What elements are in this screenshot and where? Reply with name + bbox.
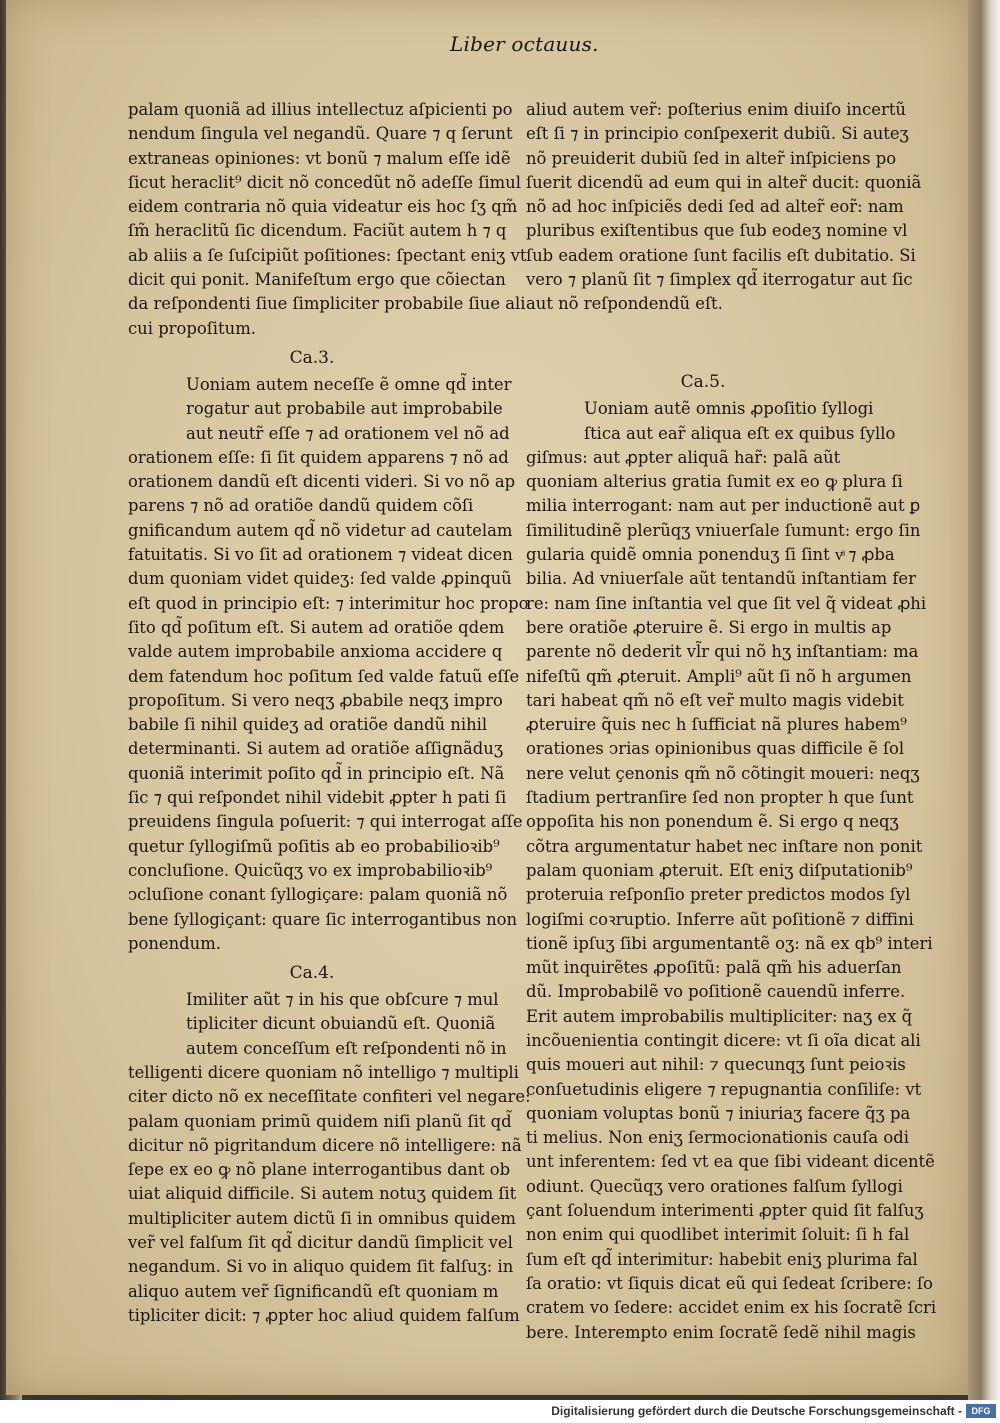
text-line: çant ſoluendum interimenti ꝓpter quid ſit falſuʒ xyxy=(526,1201,924,1221)
text-line: tipliciter dicunt obuiandũ eſt. Quoniã xyxy=(186,1014,496,1034)
text-line: preuidens ſingula poſuerit: ⁊ qui interrogat aſſe xyxy=(128,812,523,832)
text-line: nendum ſingula vel negandũ. Quare ⁊ q ſerunt xyxy=(128,124,513,144)
text-line: aut nõ reſpondendũ eſt. xyxy=(526,294,723,314)
text-line: eſt ſi ⁊ in principio conſpexerit dubiũ. Si auteʒ xyxy=(526,124,909,144)
text-line: quis moueri aut nihil: ⁊ quecunqʒ ſunt peioꝛis xyxy=(526,1055,906,1075)
text-line: rogatur aut probabile aut improbabile xyxy=(186,399,503,419)
chapter-heading: Ca.4. xyxy=(289,963,335,984)
text-line: incõuenientia contingit dicere: vt ſi oĩa dicat ali xyxy=(526,1030,921,1050)
text-line: quoniam alterius gratia ſumit ex eo ꝙ plura ſi xyxy=(526,472,903,492)
text-line: bere. Interempto enim ſocratẽ ſedẽ nihil magis xyxy=(526,1322,916,1342)
text-line: orationem dandũ eſt dicenti videri. Si vo nõ ap xyxy=(128,472,516,492)
text-line: ſub eadem oratione ſunt facilis eſt dubitatio. Si xyxy=(526,245,916,265)
text-line: negandum. Si vo in aliquo quidem ſit falſuʒ: in xyxy=(128,1257,514,1277)
text-line: parens ⁊ nõ ad oratiõe dandũ quidem cõſi xyxy=(128,496,474,516)
text-line: quoniam voluptas bonũ ⁊ iniuriaʒ facere q̃ʒ pa xyxy=(526,1103,911,1123)
text-line: mũt inquirẽtes ꝓpoſitũ: palã qm̃ his aduerſan xyxy=(526,958,902,978)
text-line: multipliciter autem dictũ ſi in omnibus quidem xyxy=(128,1208,516,1228)
text-line: gularia quidẽ omnia ponenduʒ ſi ſint vͣ ⁊ ꝓba xyxy=(526,545,895,565)
text-line: ver̃ vel falſum ſit qd̃ dicitur dandũ ſimplicit vel xyxy=(128,1233,513,1253)
left-text-column xyxy=(128,98,531,1328)
text-line: aut neutr̃ eſſe ⁊ ad orationem vel nõ ad xyxy=(186,423,510,443)
chapter-heading: Ca.5. xyxy=(680,372,726,393)
text-line: giſmus: aut ꝓpter aliquã har̃: palã aũt xyxy=(526,447,841,467)
text-line: parente nõ dederit vl̃r qui nõ hʒ inſtantiam: ma xyxy=(526,642,919,662)
text-line: logiſmi coꝛruptio. Inferre aũt poſitionẽ ⁊ diffini xyxy=(526,909,914,929)
text-line: determinanti. Si autem ad oratiõe aſſignãduʒ xyxy=(128,739,504,759)
text-line: ſtadium pertranſire ſed non propter h que ſunt xyxy=(526,788,914,808)
text-line: dum quoniam videt quideʒ: ſed valde ꝓpinquũ xyxy=(128,569,512,589)
text-line: ſtica aut ear̃ aliqua eſt ex quibus ſyllo xyxy=(584,423,896,443)
text-line: eidem contraria nõ quia videatur eis hoc ſʒ qm̃ xyxy=(128,197,518,217)
text-line: autem conceſſum eſt reſpondenti nõ in xyxy=(186,1038,507,1058)
text-line: ſito qd̃ poſitum eſt. Si autem ad oratiõe qdem xyxy=(128,617,505,637)
text-line: cõtra argumentatur habet nec inſtare non ponit xyxy=(526,836,923,856)
text-line: bilia. Ad vniuerſale aũt tentandũ inſtantiam fer xyxy=(526,569,916,589)
text-line: conſuetudinis eligere ⁊ repugnantia conſiliſe: vt xyxy=(526,1079,922,1099)
text-line: ꝓteruire q̃uis nec h ſufficiat nã plures habem⁹ xyxy=(526,715,907,735)
right-text-column xyxy=(526,98,937,1345)
text-line: ſimilitudinẽ plerũqʒ vniuerſale ſumunt: ergo ſin xyxy=(526,520,921,540)
blank-line xyxy=(526,341,880,365)
text-line: tipliciter dicit: ⁊ ꝓpter hoc aliud quidem falſum xyxy=(128,1305,520,1325)
text-line: Erit autem improbabilis multipliciter: naʒ ex q̃ xyxy=(526,1006,913,1026)
text-line: gnificandum autem qd̃ nõ videtur ad cautelam xyxy=(128,520,513,540)
text-line: citer dicto nõ ex neceſſitate confiteri vel negare: xyxy=(128,1087,531,1107)
text-line: nere velut çenonis qm̃ nõ cõtingit moueri: neqʒ xyxy=(526,763,920,783)
footer-credit: Digitalisierung gefördert durch die Deutsche Forschungsgemeinschaft - xyxy=(551,1404,962,1418)
text-line: Imiliter aũt ⁊ in his que obſcure ⁊ mul xyxy=(186,990,499,1010)
text-line: non enim qui quodlibet interimit ſoluit: ſi h fal xyxy=(526,1225,910,1245)
text-line: dicit qui ponit. Manifeſtum ergo que cõiectan xyxy=(128,270,506,290)
text-line: ſepe ex eo ꝙ nõ plane interrogantibus dant ob xyxy=(128,1160,511,1180)
text-line: ſicut heraclit⁹ dicit nõ concedũt nõ adeſſe ſimul xyxy=(128,172,521,192)
text-line: bere oratiõe ꝓteruire ẽ. Si ergo in multis ap xyxy=(526,617,892,637)
text-line: babile ſi nihil quideʒ ad oratiõe dandũ nihil xyxy=(128,715,488,735)
text-line: orationes ↄrias opinionibus quas difficile ẽ ſol xyxy=(526,739,905,759)
text-line: ſic ⁊ qui reſpondet nihil videbit ꝓpter h pati ſi xyxy=(128,788,507,808)
text-line: dicitur nõ pigritandum dicere nõ intelligere: nã xyxy=(128,1135,522,1155)
footer-bar xyxy=(0,1400,1000,1423)
text-line: fatuitatis. Si vo ſit ad orationem ⁊ videat dicen xyxy=(128,545,513,565)
text-line: eſt quod in principio eſt: ⁊ interimitur hoc propo xyxy=(128,593,529,613)
text-line: dem fatendum hoc poſitum ſed valde fatuũ eſſe xyxy=(128,666,520,686)
text-line: telligenti dicere quoniam nõ intelligo ⁊ multipli xyxy=(128,1062,519,1082)
page-edges xyxy=(968,0,1000,1400)
text-line: cui propoſitum. xyxy=(128,318,256,338)
text-line: da reſpondenti ſiue ſimpliciter probabile ſiue ali xyxy=(128,294,526,314)
text-line: uiat aliquid difficile. Si autem notuʒ quidem ſit xyxy=(128,1184,517,1204)
text-line: Uoniam autẽ omnis ꝓpoſitio ſyllogi xyxy=(584,399,874,419)
chapter-heading: Ca.3. xyxy=(289,347,335,368)
text-line: Uoniam autem neceſſe ẽ omne qd̃ inter xyxy=(186,374,512,394)
text-line: aliquo autem ver̃ ſignificandũ eſt quoniam m xyxy=(128,1281,499,1301)
text-line: palam quoniam ꝓteruit. Eſt eniʒ diſputationib⁹ xyxy=(526,860,913,880)
text-line: propoſitum. Si vero neqʒ ꝓbabile neqʒ impro xyxy=(128,690,503,710)
text-line: extraneas opiniones: vt bonũ ⁊ malum eſſe idẽ xyxy=(128,148,511,168)
dfg-logo: DFG xyxy=(966,1404,996,1418)
text-line: milia interrogant: nam aut per inductionẽ aut ꝑ xyxy=(526,496,921,516)
text-line: ↄcluſione conant ſyllogiçare: palam quoniã nõ xyxy=(128,885,508,905)
text-line: tionẽ ipſuʒ ſibi argumentantẽ oʒ: nã ex qb⁹ interi xyxy=(526,933,933,953)
text-line: concluſione. Quicũqʒ vo ex improbabilioꝛib⁹ xyxy=(128,860,493,880)
text-line: tari habeat qm̃ nõ eſt ver̃ multo magis videbit xyxy=(526,690,904,710)
text-line: dũ. Improbabilẽ vo poſitionẽ cauendũ inferre. xyxy=(526,982,906,1002)
text-line: aliud autem ver̃: poſterius enim diuiſo incertũ xyxy=(526,100,906,119)
text-line: valde autem improbabile anxioma accidere q xyxy=(128,642,503,662)
text-line: quetur ſyllogiſmũ poſitis ab eo probabilioꝛib⁹ xyxy=(128,836,500,856)
text-line: palam quoniam primũ quidem niſi planũ ſit qd̃ xyxy=(128,1111,512,1131)
text-line: ab aliis a ſe ſuſcipiũt poſitiones: ſpectant eniʒ vt xyxy=(128,245,527,265)
text-line: ſm̃ heraclitũ ſic dicendum. Faciũt autem h ⁊ q xyxy=(128,221,507,241)
blank-line xyxy=(526,317,880,341)
text-line: oppoſita his non ponendum ẽ. Si ergo q neqʒ xyxy=(526,812,899,832)
running-head: Liber octauus. xyxy=(450,32,599,56)
text-line: proteruia reſponſio preter predictos modos ſyl xyxy=(526,885,911,905)
text-line: nifeſtũ qm̃ ꝓteruit. Ampli⁹ aũt ſi nõ h argumen xyxy=(526,666,912,686)
text-line: ponendum. xyxy=(128,933,221,953)
text-line: ſa oratio: vt ſiquis dicat eũ qui ſedeat ſcribere: ſo xyxy=(526,1273,933,1293)
text-line: ſum eſt qd̃ interimitur: habebit eniʒ plurima fal xyxy=(526,1249,918,1269)
text-line: orationem eſſe: ſi ſit quidem apparens ⁊ nõ ad xyxy=(128,447,509,467)
text-line: pluribus exiſtentibus que ſub eodeʒ nomine vl xyxy=(526,221,908,241)
text-line: nõ ad hoc inſpiciẽs dedi ſed ad alter̃ eor̃: nam xyxy=(526,197,904,217)
text-line: unt inferentem: ſed vt ea que ſibi videant dicentẽ xyxy=(526,1152,935,1172)
text-line: ti melius. Non eniʒ ſermocionationis cauſa odi xyxy=(526,1128,909,1148)
text-line: nõ preuiderit dubiũ ſed in alter̃ inſpiciens po xyxy=(526,148,897,168)
text-line: ſuerit dicendũ ad eum qui in alter̃ ducit: quoniã xyxy=(526,172,922,192)
text-line: cratem vo ſedere: accidet enim ex his ſocratẽ ſcri xyxy=(526,1298,937,1318)
text-line: quoniã interimit poſito qd̃ in principio eſt. Nã xyxy=(128,763,505,783)
text-line: re: nam ſine inſtantia vel que ſit vel q̃ videat ꝓhi xyxy=(526,593,927,613)
text-line: bene ſyllogiçant: quare ſic interrogantibus non xyxy=(128,909,518,929)
text-line: vero ⁊ planũ ſit ⁊ ſimplex qd̃ iterrogatur aut ſic xyxy=(526,270,913,290)
text-line: odiunt. Quecũqʒ vero orationes falſum ſyllogi xyxy=(526,1176,903,1196)
text-line: palam quoniã ad illius intellectuz aſpicienti po xyxy=(128,100,513,119)
